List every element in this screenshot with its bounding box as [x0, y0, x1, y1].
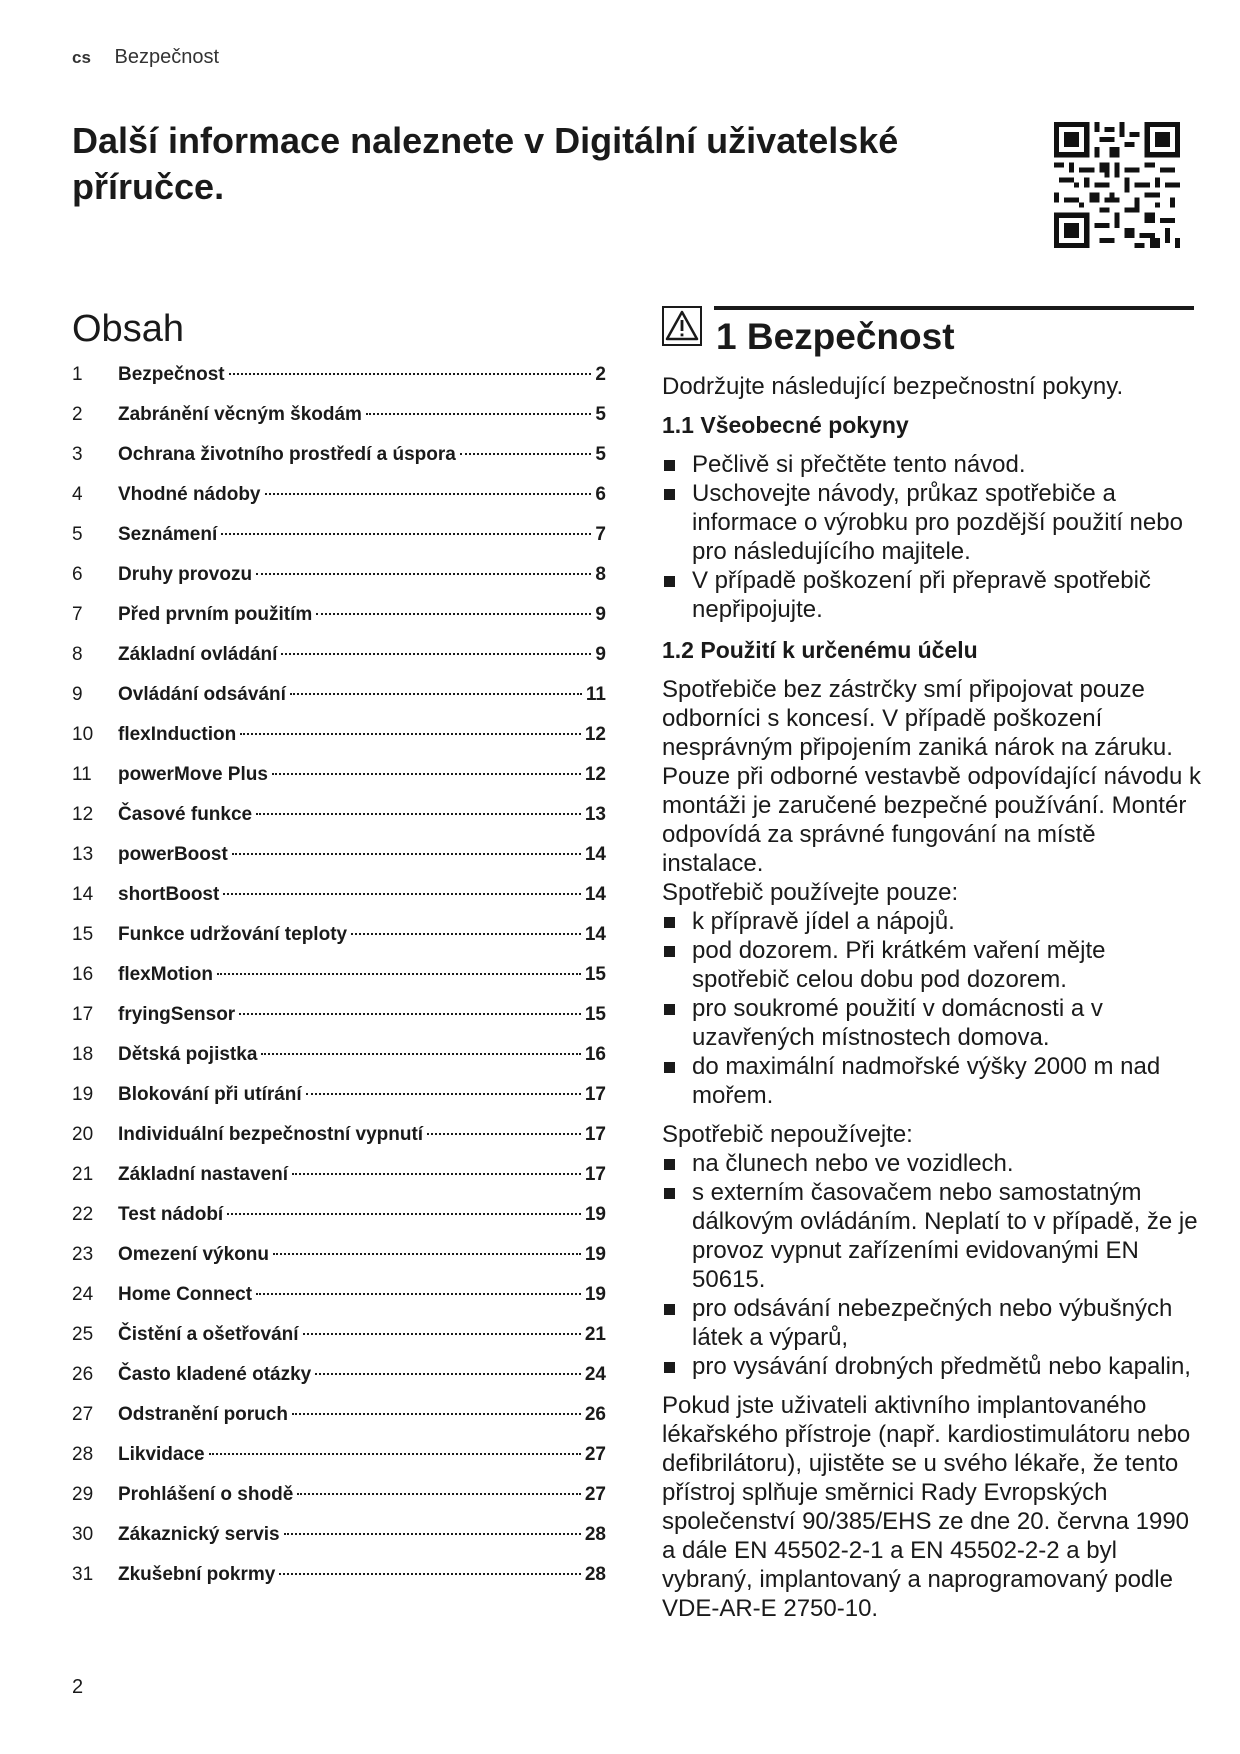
use-lead: Spotřebič používejte pouze:	[662, 879, 959, 906]
toc-entry-label: Prohlášení o shodě	[118, 1484, 294, 1505]
toc-entry-number: 6	[72, 564, 83, 585]
toc-entry[interactable]	[72, 484, 606, 524]
toc-entry-label: Časové funkce	[118, 804, 253, 825]
toc-entry-page: 27	[584, 1484, 606, 1505]
toc-entry-number: 20	[72, 1124, 94, 1145]
toc-dot-leader	[292, 1413, 581, 1415]
toc-entry-number: 21	[72, 1164, 94, 1185]
toc-entry-label: Zkušební pokrmy	[118, 1564, 276, 1585]
toc-entry[interactable]	[72, 1004, 606, 1044]
toc-entry[interactable]	[72, 604, 606, 644]
toc-entry-page: 28	[584, 1524, 606, 1545]
toc-entry-number: 12	[72, 804, 94, 825]
toc-entry-page: 27	[584, 1444, 606, 1465]
toc-entry-page: 11	[585, 684, 606, 705]
implant-paragraph: Pokud jste uživateli aktivního implantovaného lékařského přístroje (např. kardiostimulátoru nebo defibrilátoru), ujistěte se u svého lékaře, že tento přístroj splňuje směrnici Rady Evropských společenství 90/385/EHS ze dne 20. června 1990 a dále EN 45502-2-1 a EN 45502-2-2 a byl vybraný, implantovaný a naprogramovaný podle VDE-AR-E 2750-10.	[662, 1392, 1191, 1622]
toc-entry-number: 22	[72, 1204, 94, 1225]
toc-entry[interactable]	[72, 764, 606, 804]
toc-entry[interactable]	[72, 1284, 606, 1324]
toc-dot-leader	[366, 413, 591, 415]
toc-dot-leader	[284, 1533, 581, 1535]
toc-dot-leader	[303, 1333, 581, 1335]
toc-dot-leader	[256, 1293, 581, 1295]
toc-entry-label: Bezpečnost	[118, 364, 225, 385]
header-section: Bezpečnost	[114, 46, 219, 68]
section-rule	[714, 306, 1194, 310]
toc-entry[interactable]	[72, 644, 606, 684]
toc-entry[interactable]	[72, 364, 606, 404]
toc-entry-label: Likvidace	[118, 1444, 205, 1465]
safety-section	[662, 372, 1202, 1623]
toc-entry-page: 19	[584, 1204, 606, 1225]
toc-dot-leader	[460, 453, 592, 455]
toc-dot-leader	[272, 773, 581, 775]
toc-entry[interactable]	[72, 1364, 606, 1404]
toc-entry-number: 9	[72, 684, 83, 705]
toc-entry-label: Seznámení	[118, 524, 218, 545]
toc-entry-label: Odstranění poruch	[118, 1404, 288, 1425]
permitted-use-list	[662, 907, 1202, 1110]
toc-dot-leader	[427, 1133, 581, 1135]
toc-entry[interactable]	[72, 1124, 606, 1164]
toc-dot-leader	[261, 1053, 580, 1055]
toc-entry-number: 30	[72, 1524, 94, 1545]
toc-dot-leader	[281, 653, 591, 655]
toc-entry[interactable]	[72, 1044, 606, 1084]
toc-entry-label: powerBoost	[118, 844, 228, 865]
toc-entry-page: 12	[584, 764, 606, 785]
toc-entry-page: 7	[595, 524, 606, 545]
toc-entry-number: 11	[72, 764, 92, 785]
toc-entry[interactable]	[72, 1484, 606, 1524]
safety-intro: Dodržujte následující bezpečnostní pokyny.	[662, 373, 1124, 400]
toc-entry-page: 5	[595, 404, 606, 425]
toc-entry[interactable]	[72, 1164, 606, 1204]
toc-entry-label: Blokování při utírání	[118, 1084, 302, 1105]
toc-entry-number: 29	[72, 1484, 94, 1505]
toc-entry-number: 24	[72, 1284, 94, 1305]
toc-entry-label: Často kladené otázky	[118, 1364, 312, 1385]
toc-entry-label: fryingSensor	[118, 1004, 236, 1025]
toc-entry-number: 26	[72, 1364, 94, 1385]
toc-entry-page: 17	[584, 1164, 606, 1185]
toc-entry[interactable]	[72, 404, 606, 444]
toc-dot-leader	[292, 1173, 581, 1175]
toc-dot-leader	[239, 1013, 581, 1015]
toc-entry-number: 19	[72, 1084, 94, 1105]
toc-entry-number: 31	[72, 1564, 94, 1585]
toc-entry-page: 9	[595, 604, 606, 625]
toc-entry[interactable]	[72, 524, 606, 564]
toc-entry-label: Základní ovládání	[118, 644, 278, 665]
page-title: Další informace naleznete v Digitální uživatelské příručce.	[72, 120, 899, 207]
toc-entry-number: 3	[72, 444, 83, 465]
toc-entry-label: Funkce udržování teploty	[118, 924, 348, 945]
toc-entry-number: 14	[72, 884, 94, 905]
warning-triangle-icon	[662, 306, 702, 346]
list-item: Uschovejte návody, průkaz spotřebiče a informace o výrobku pro pozdější použití nebo pro následujícího majitele.	[662, 479, 1202, 566]
toc-entry-number: 15	[72, 924, 94, 945]
toc-entry-page: 16	[584, 1044, 606, 1065]
table-of-contents	[72, 364, 606, 1604]
toc-entry-label: Čistění a ošetřování	[118, 1324, 299, 1345]
toc-entry[interactable]	[72, 444, 606, 484]
toc-entry[interactable]	[72, 684, 606, 724]
toc-entry-label: Druhy provozu	[118, 564, 253, 585]
toc-entry-label: Dětská pojistka	[118, 1044, 258, 1065]
toc-entry-number: 7	[72, 604, 83, 625]
subsection-heading-intended-use: 1.2 Použití k určenému účelu	[662, 637, 978, 663]
toc-dot-leader	[306, 1093, 581, 1095]
toc-entry-number: 28	[72, 1444, 94, 1465]
toc-entry-page: 19	[584, 1284, 606, 1305]
toc-entry-label: flexInduction	[118, 724, 237, 745]
toc-entry-label: Zákaznický servis	[118, 1524, 280, 1545]
list-item: pro soukromé použití v domácnosti a v uzavřených místnostech domova.	[662, 994, 1202, 1052]
toc-dot-leader	[351, 933, 581, 935]
toc-entry-page: 14	[584, 844, 606, 865]
toc-dot-leader	[316, 613, 591, 615]
toc-entry-label: Základní nastavení	[118, 1164, 289, 1185]
toc-entry-label: shortBoost	[118, 884, 220, 905]
toc-entry[interactable]	[72, 1324, 606, 1364]
toc-entry-label: flexMotion	[118, 964, 213, 985]
toc-entry-page: 21	[584, 1324, 606, 1345]
subsection-heading-general: 1.1 Všeobecné pokyny	[662, 412, 909, 438]
toc-entry-page: 13	[584, 804, 606, 825]
toc-entry-page: 17	[584, 1084, 606, 1105]
toc-entry-label: Ovládání odsávání	[118, 684, 286, 705]
qr-code-icon[interactable]	[1054, 122, 1180, 248]
toc-entry[interactable]	[72, 1084, 606, 1124]
list-item: na člunech nebo ve vozidlech.	[662, 1149, 1202, 1178]
toc-entry[interactable]	[72, 564, 606, 604]
toc-dot-leader	[221, 533, 591, 535]
general-instructions-list	[662, 450, 1202, 624]
toc-entry-number: 8	[72, 644, 83, 665]
nouse-lead: Spotřebič nepoužívejte:	[662, 1121, 913, 1148]
intended-use-paragraph: Spotřebiče bez zástrčky smí připojovat pouze odborníci s koncesí. V případě poškození nesprávným připojením zaniká nárok na záruku. Pouze při odborné vestavbě odpovídající návodu k montáži je zaručené bezpečné používání. Montér odpovídá za správné fungování na místě instalace.	[662, 676, 1202, 877]
toc-dot-leader	[265, 493, 592, 495]
toc-entry-page: 8	[595, 564, 606, 585]
toc-entry[interactable]	[72, 1244, 606, 1284]
toc-entry-page: 14	[584, 924, 606, 945]
page-number: 2	[72, 1676, 84, 1698]
toc-entry-label: Zabránění věcným škodám	[118, 404, 362, 425]
toc-entry-number: 4	[72, 484, 83, 505]
toc-dot-leader	[256, 813, 581, 815]
toc-entry-number: 18	[72, 1044, 94, 1065]
toc-entry-number: 2	[72, 404, 83, 425]
toc-entry-label: Ochrana životního prostředí a úspora	[118, 444, 456, 465]
toc-entry-number: 13	[72, 844, 94, 865]
toc-dot-leader	[227, 1213, 581, 1215]
section-title: 1 Bezpečnost	[716, 316, 955, 357]
toc-entry-label: Test nádobí	[118, 1204, 224, 1225]
toc-entry-page: 6	[595, 484, 606, 505]
toc-dot-leader	[229, 373, 592, 375]
toc-entry-number: 1	[72, 364, 83, 385]
toc-entry-label: Před prvním použitím	[118, 604, 313, 625]
toc-entry-page: 15	[584, 1004, 606, 1025]
toc-entry[interactable]	[72, 1564, 606, 1604]
toc-dot-leader	[240, 733, 581, 735]
list-item: V případě poškození při přepravě spotřebič nepřipojujte.	[662, 566, 1202, 624]
list-item: s externím časovačem nebo samostatným dálkovým ovládáním. Neplatí to v případě, že je provoz vypnut zařízeními evidovanými EN 50615.	[662, 1178, 1202, 1294]
list-item: pro odsávání nebezpečných nebo výbušných látek a výparů,	[662, 1294, 1202, 1352]
toc-dot-leader	[232, 853, 581, 855]
toc-entry-page: 24	[584, 1364, 606, 1385]
toc-entry-number: 10	[72, 724, 94, 745]
list-item: do maximální nadmořské výšky 2000 m nad mořem.	[662, 1052, 1202, 1110]
toc-entry-label: powerMove Plus	[118, 764, 268, 785]
toc-entry[interactable]	[72, 924, 606, 964]
toc-entry-number: 23	[72, 1244, 94, 1265]
toc-entry-page: 28	[584, 1564, 606, 1585]
toc-entry-page: 15	[584, 964, 606, 985]
toc-title: Obsah	[72, 308, 184, 350]
toc-entry-number: 17	[72, 1004, 94, 1025]
toc-entry[interactable]	[72, 964, 606, 1004]
toc-dot-leader	[217, 973, 581, 975]
toc-dot-leader	[290, 693, 582, 695]
toc-entry-page: 26	[584, 1404, 606, 1425]
list-item: pro vysávání drobných předmětů nebo kapalin,	[662, 1352, 1202, 1381]
toc-entry[interactable]	[72, 1524, 606, 1564]
toc-entry-label: Omezení výkonu	[118, 1244, 269, 1265]
toc-entry[interactable]	[72, 1404, 606, 1444]
toc-dot-leader	[209, 1453, 581, 1455]
toc-entry[interactable]	[72, 1444, 606, 1484]
toc-entry-page: 12	[584, 724, 606, 745]
list-item: k přípravě jídel a nápojů.	[662, 907, 1202, 936]
running-header	[72, 46, 219, 69]
toc-entry-label: Individuální bezpečnostní vypnutí	[118, 1124, 424, 1145]
toc-entry-page: 5	[595, 444, 606, 465]
toc-entry-label: Vhodné nádoby	[118, 484, 261, 505]
toc-entry[interactable]	[72, 844, 606, 884]
toc-entry[interactable]	[72, 724, 606, 764]
toc-dot-leader	[223, 893, 581, 895]
toc-dot-leader	[273, 1253, 581, 1255]
toc-entry-page: 19	[584, 1244, 606, 1265]
toc-dot-leader	[256, 573, 591, 575]
toc-entry-number: 5	[72, 524, 83, 545]
toc-entry-page: 2	[595, 364, 606, 385]
language-code: cs	[72, 48, 91, 67]
toc-dot-leader	[297, 1493, 581, 1495]
toc-entry[interactable]	[72, 1204, 606, 1244]
toc-entry-number: 25	[72, 1324, 94, 1345]
toc-dot-leader	[315, 1373, 581, 1375]
toc-entry-page: 9	[595, 644, 606, 665]
toc-entry-number: 27	[72, 1404, 94, 1425]
toc-entry[interactable]	[72, 884, 606, 924]
toc-dot-leader	[279, 1573, 581, 1575]
prohibited-use-list	[662, 1149, 1202, 1381]
toc-entry-page: 14	[584, 884, 606, 905]
toc-entry-number: 16	[72, 964, 94, 985]
toc-entry-label: Home Connect	[118, 1284, 253, 1305]
toc-entry-page: 17	[584, 1124, 606, 1145]
list-item: Pečlivě si přečtěte tento návod.	[662, 450, 1202, 479]
list-item: pod dozorem. Při krátkém vaření mějte spotřebič celou dobu pod dozorem.	[662, 936, 1202, 994]
toc-entry[interactable]	[72, 804, 606, 844]
